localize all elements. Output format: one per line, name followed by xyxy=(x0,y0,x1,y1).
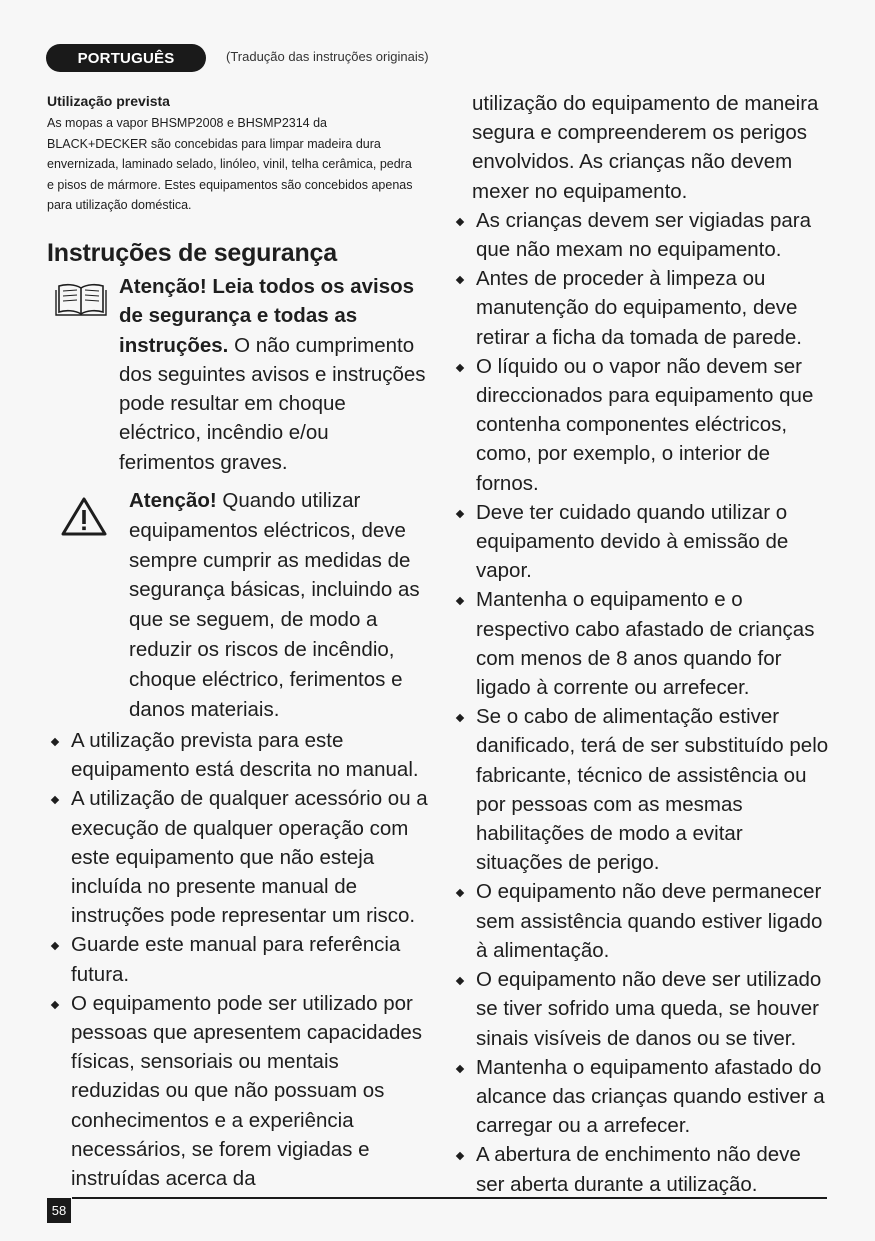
list-item: O equipamento não deve permanecer sem assistência quando estiver ligado à alimentação. xyxy=(452,877,832,965)
list-item: Se o cabo de alimentação estiver danificado, terá de ser substituído pelo fabricante, técnico de assistência ou por pessoas com as mesmas habilitações de modo a evitar situações de perigo. xyxy=(452,702,832,877)
right-bullet-list xyxy=(452,206,832,1199)
left-column xyxy=(47,92,428,1191)
list-item: Antes de proceder à limpeza ou manutenção do equipamento, deve retirar a ficha da tomada de parede. xyxy=(452,264,832,352)
general-safety-warning-body: Quando utilizar equipamentos eléctricos, deve sempre cumprir as medidas de segurança básicas, incluindo as que se seguem, de modo a reduzir os riscos de incêndio, choque eléctrico, ferimentos e danos materiais. xyxy=(129,489,420,721)
translation-note: (Tradução das instruções originais) xyxy=(226,49,429,64)
page-number: 58 xyxy=(47,1198,71,1223)
book-icon xyxy=(55,282,107,316)
read-manual-warning-bold: Atenção! Leia todos os avisos de segurança e todas as instruções. xyxy=(119,275,415,357)
footer-rule xyxy=(72,1197,827,1199)
list-item: A utilização de qualquer acessório ou a execução de qualquer operação com este equipamento que não esteja incluída no presente manual de instruções pode representar um risco. xyxy=(47,784,432,930)
warning-triangle-icon xyxy=(61,496,107,536)
read-manual-warning-body: O não cumprimento dos seguintes avisos e instruções pode resultar em choque eléctrico, incêndio e/ou ferimentos graves. xyxy=(119,333,426,474)
read-manual-warning xyxy=(47,272,427,477)
list-item: Guarde este manual para referência futura. xyxy=(47,930,432,988)
list-item: A abertura de enchimento não deve ser aberta durante a utilização. xyxy=(452,1140,832,1198)
intended-use-heading: Utilização prevista xyxy=(47,93,170,109)
language-badge: PORTUGUÊS xyxy=(46,44,206,72)
continued-bullet-text: utilização do equipamento de maneira segura e compreenderem os perigos envolvidos. As crianças não devem mexer no equipamento. xyxy=(472,92,819,203)
list-item: Mantenha o equipamento afastado do alcance das crianças quando estiver a carregar ou a arrefecer. xyxy=(452,1053,832,1141)
intended-use-text: As mopas a vapor BHSMP2008 e BHSMP2314 da BLACK+DECKER são concebidas para limpar madeira dura envernizada, laminado selado, linóleo, vinil, telha cerâmica, pedra e pisos de mármore. Estes equipamentos são concebidos apenas para utilização doméstica. xyxy=(47,116,413,212)
left-bullet-list xyxy=(47,726,432,1193)
list-item: O equipamento não deve ser utilizado se tiver sofrido uma queda, se houver sinais visíveis de danos ou se tiver. xyxy=(452,965,832,1053)
list-item: Deve ter cuidado quando utilizar o equipamento devido à emissão de vapor. xyxy=(452,498,832,586)
list-item: As crianças devem ser vigiadas para que não mexam no equipamento. xyxy=(452,206,832,264)
general-safety-warning-bold: Atenção! xyxy=(129,489,217,512)
general-safety-warning xyxy=(47,486,427,724)
list-item: O equipamento pode ser utilizado por pessoas que apresentem capacidades físicas, sensoriais ou mentais reduzidas ou que não possuam os conhecimentos e a experiência necessários, se forem vigiadas e instruídas acerca da xyxy=(47,989,432,1193)
list-item: A utilização prevista para este equipamento está descrita no manual. xyxy=(47,726,432,784)
general-safety-warning-text xyxy=(129,486,429,724)
read-manual-warning-text xyxy=(119,272,429,477)
right-column xyxy=(452,89,832,1199)
list-item: Mantenha o equipamento e o respectivo cabo afastado de crianças com menos de 8 anos quando for ligado à corrente ou arrefecer. xyxy=(452,585,832,702)
safety-title: Instruções de segurança xyxy=(47,239,337,267)
list-item: O líquido ou o vapor não devem ser direccionados para equipamento que contenha componentes eléctricos, como, por exemplo, o interior de fornos. xyxy=(452,352,832,498)
